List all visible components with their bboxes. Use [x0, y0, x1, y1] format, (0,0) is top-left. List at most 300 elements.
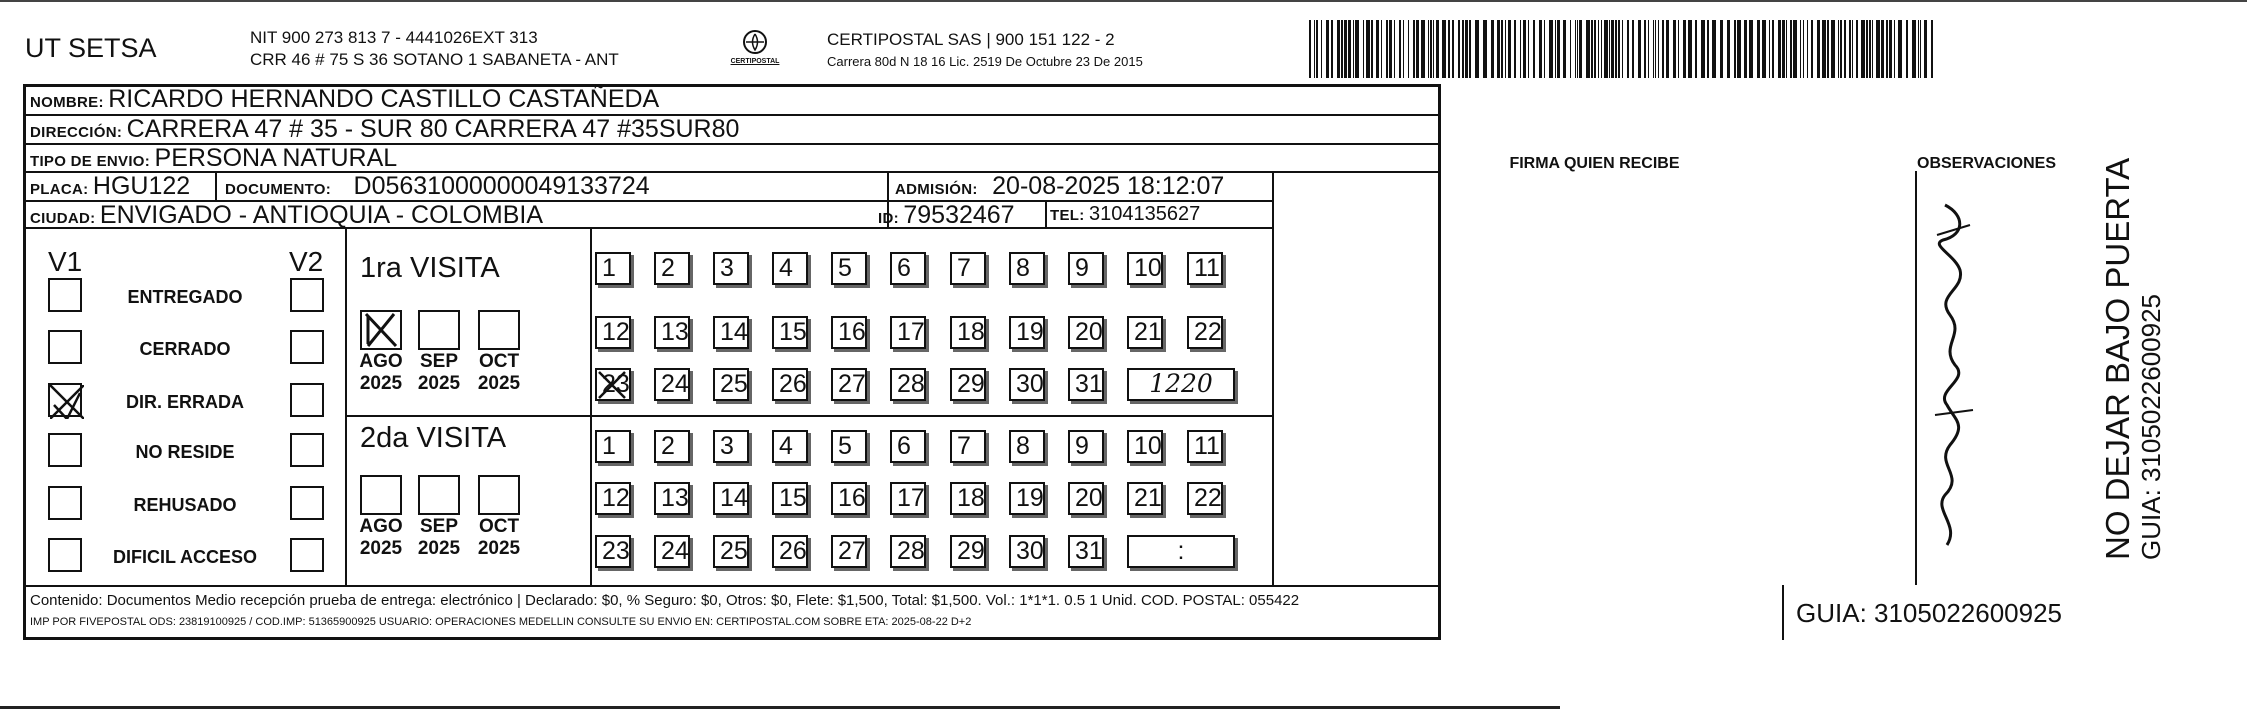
second-visit-day-box[interactable] [1187, 482, 1223, 515]
barcode-bar [1314, 20, 1315, 78]
v1-checkbox[interactable] [48, 433, 82, 467]
barcode-bar [1539, 20, 1542, 78]
barcode-bar [1594, 20, 1596, 78]
first-visit-day-box[interactable] [772, 368, 808, 401]
barcode-bar [1662, 20, 1664, 78]
v2-checkbox[interactable] [290, 278, 324, 312]
barcode-bar [1331, 20, 1333, 78]
certipostal-line2: Carrera 80d N 18 16 Lic. 2519 De Octubre 23 De 2015 [827, 54, 1143, 69]
first-visit-day-box[interactable] [831, 252, 867, 285]
day-number: 3 [720, 254, 734, 282]
first-visit-day-box[interactable] [1009, 368, 1045, 401]
month-name: OCT [478, 351, 520, 372]
documento-cell [225, 172, 650, 201]
second-visit-time-value: : [1177, 537, 1185, 565]
ciudad-label: CIUDAD: [30, 210, 96, 227]
barcode-bar [1648, 20, 1649, 78]
barcode-bar [1838, 20, 1839, 78]
second-visit-day-box[interactable] [890, 535, 926, 568]
first-visit-month-checkbox[interactable] [360, 310, 402, 350]
first-visit-month-label [469, 351, 529, 395]
barcode-bar [1348, 20, 1351, 78]
day-number: 14 [720, 484, 748, 512]
barcode-bar [1727, 20, 1730, 78]
barcode-bar [1508, 20, 1511, 78]
side-warning [2100, 120, 2166, 560]
barcode-bar [1678, 20, 1679, 78]
placa-value: HGU122 [92, 172, 191, 200]
day-number: 29 [957, 537, 985, 565]
first-visit-day-box[interactable] [713, 368, 749, 401]
direccion-row [30, 115, 739, 144]
barcode-bar [1353, 20, 1354, 78]
id-cell [878, 201, 1015, 230]
barcode-bar [1321, 20, 1322, 78]
day-number: 23 [602, 370, 630, 398]
barcode-bar [1790, 20, 1792, 78]
address-line: CRR 46 # 75 S 36 SOTANO 1 SABANETA - ANT [250, 50, 619, 69]
admision-cell [895, 172, 1224, 201]
barcode-bar [1528, 20, 1529, 78]
barcode-bar [1523, 20, 1526, 78]
day-number: 27 [838, 370, 866, 398]
second-visit-day-box[interactable] [1068, 482, 1104, 515]
day-number: 27 [838, 537, 866, 565]
documento-value: D05631000000049133724 [353, 172, 650, 200]
v2-checkbox[interactable] [290, 383, 324, 417]
first-visit-month-label [409, 351, 469, 395]
day-number: 19 [1016, 318, 1044, 346]
v2-checkbox[interactable] [290, 433, 324, 467]
first-visit-day-box[interactable] [1009, 252, 1045, 285]
barcode-bar [1734, 20, 1736, 78]
day-number: 21 [1134, 484, 1162, 512]
second-visit-day-box[interactable] [713, 482, 749, 515]
barcode-bar [1337, 20, 1340, 78]
second-visit-day-box[interactable] [1009, 535, 1045, 568]
first-visit-day-box[interactable] [772, 252, 808, 285]
barcode-bar [1448, 20, 1450, 78]
second-visit-day-box[interactable] [654, 482, 690, 515]
second-visit-day-box[interactable] [831, 482, 867, 515]
day-number: 26 [779, 370, 807, 398]
barcode-bar [1403, 20, 1404, 78]
firma-header: FIRMA QUIEN RECIBE [1509, 155, 1680, 172]
day-number: 13 [661, 318, 689, 346]
barcode-bar [1655, 20, 1656, 78]
barcode-bar [1861, 20, 1865, 78]
barcode-bar [1918, 20, 1919, 78]
barcode-bar [1341, 20, 1343, 78]
day-check-mark [595, 368, 631, 401]
barcode-bar [1786, 20, 1787, 78]
first-visit-day-box[interactable] [654, 316, 690, 349]
id-value: 79532467 [903, 201, 1015, 229]
barcode-bar [1615, 20, 1617, 78]
first-visit-title: 1ra VISITA [360, 252, 500, 284]
second-visit-day-box[interactable] [595, 482, 631, 515]
first-visit-day-box[interactable] [595, 316, 631, 349]
barcode-bar [1683, 20, 1686, 78]
barcode-bar [1575, 20, 1576, 78]
month-year: 2025 [359, 373, 403, 394]
v1-checkbox[interactable] [48, 383, 82, 417]
barcode-bar [1644, 20, 1646, 78]
observaciones-signature [1925, 195, 1985, 565]
second-visit-day-box[interactable] [890, 430, 926, 463]
logo-text: CERTIPOSTAL [730, 58, 780, 65]
barcode-bar [1638, 20, 1641, 78]
barcode-bar [1872, 20, 1873, 78]
barcode-bar [1428, 20, 1429, 78]
barcode-bar [1611, 20, 1614, 78]
barcode-bar [1452, 20, 1454, 78]
day-number: 11 [1194, 432, 1220, 460]
footer-guia: GUIA: 3105022600925 [1796, 598, 2062, 628]
second-visit-day-box[interactable] [595, 535, 631, 568]
tel-value: 3104135627 [1088, 203, 1201, 225]
day-number: 13 [661, 484, 689, 512]
day-number: 2 [661, 254, 675, 282]
barcode-bar [1586, 20, 1590, 78]
day-number: 30 [1016, 370, 1044, 398]
second-visit-day-box[interactable] [772, 430, 808, 463]
day-number: 26 [779, 537, 807, 565]
v2-checkbox[interactable] [290, 486, 324, 520]
first-visit-day-box[interactable] [1127, 252, 1163, 285]
month-year: 2025 [417, 538, 461, 559]
v1-label: V1 [48, 246, 83, 277]
month-year: 2025 [477, 373, 521, 394]
month-name: OCT [478, 516, 520, 537]
barcode-bar [1931, 20, 1933, 78]
second-visit-day-box[interactable] [772, 535, 808, 568]
barcode-bar [1869, 20, 1871, 78]
barcode-bar [1712, 20, 1716, 78]
day-number: 14 [720, 318, 748, 346]
barcode-bar [1886, 20, 1888, 78]
barcode-bar [1344, 20, 1347, 78]
barcode-bar [1433, 20, 1434, 78]
barcode-bar [1483, 20, 1487, 78]
barcode-bar [1475, 20, 1479, 78]
day-number: 15 [779, 484, 807, 512]
barcode-bar [1744, 20, 1747, 78]
second-visit-month-label [409, 516, 469, 560]
footer-line1: Contenido: Documentos Medio recepción prueba de entrega: electrónico | Declarado: $0, % Seguro: $0, Otros: $0, Flete: $1,500, Total: $1,500. Vol.: 1*1*1. 0.5 1 Unid. COD. POSTAL: 055422 [30, 592, 1300, 609]
second-visit-day-box[interactable] [1127, 430, 1163, 463]
barcode-bar [1579, 20, 1582, 78]
first-visit-month-label [351, 351, 411, 395]
barcode-bar [1849, 20, 1851, 78]
day-number: 3 [720, 432, 734, 460]
first-visit-day-box[interactable] [950, 316, 986, 349]
barcode-bar [1458, 20, 1460, 78]
first-visit-time-value: 1220 [1149, 369, 1213, 398]
side-title: NO DEJAR BAJO PUERTA [2099, 157, 2136, 560]
second-visit-day-box[interactable] [1187, 430, 1223, 463]
v1-checkbox[interactable] [48, 278, 82, 312]
second-visit-day-box[interactable] [654, 430, 690, 463]
barcode-bar [1376, 20, 1379, 78]
first-visit-day-box[interactable] [1068, 252, 1104, 285]
month-year: 2025 [417, 373, 461, 394]
day-number: 20 [1075, 318, 1103, 346]
second-visit-month-checkbox[interactable] [478, 475, 520, 515]
barcode-bar [1549, 20, 1553, 78]
barcode-bar [1505, 20, 1506, 78]
company-name: UT SETSA [25, 33, 157, 63]
v1-checkbox[interactable] [48, 330, 82, 364]
barcode-bar [1782, 20, 1785, 78]
first-visit-day-box[interactable] [890, 252, 926, 285]
day-number: 25 [720, 370, 748, 398]
second-visit-month-label [469, 516, 529, 560]
barcode-bar [1817, 20, 1820, 78]
barcode-bar [1793, 20, 1797, 78]
barcode-bar [1658, 20, 1659, 78]
tel-label: TEL: [1050, 207, 1085, 224]
status-label: DIR. ERRADA [125, 392, 244, 412]
first-visit-day-box[interactable] [831, 368, 867, 401]
tipo-value: PERSONA NATURAL [154, 144, 398, 172]
barcode-bar [1389, 20, 1392, 78]
day-number: 4 [779, 432, 793, 460]
second-visit-day-box[interactable] [713, 535, 749, 568]
day-number: 11 [1194, 254, 1220, 282]
second-visit-day-box[interactable] [1009, 482, 1045, 515]
first-visit-day-box[interactable] [1187, 316, 1223, 349]
second-visit-day-box[interactable] [950, 430, 986, 463]
barcode-bar [1695, 20, 1697, 78]
day-number: 8 [1016, 254, 1030, 282]
barcode-bar [1394, 20, 1395, 78]
barcode-bar [1533, 20, 1535, 78]
barcode-bar [1688, 20, 1692, 78]
admision-label: ADMISIÓN: [895, 181, 978, 198]
barcode-bar [1762, 20, 1766, 78]
second-visit-day-box[interactable] [772, 482, 808, 515]
barcode-bar [1544, 20, 1545, 78]
barcode-bar [1757, 20, 1760, 78]
day-number: 8 [1016, 432, 1030, 460]
first-visit-day-box[interactable] [1127, 316, 1163, 349]
barcode-bar [1772, 20, 1774, 78]
barcode-bar [1462, 20, 1464, 78]
day-number: 18 [957, 318, 985, 346]
placa-cell [30, 172, 190, 201]
barcode-bar [1416, 20, 1419, 78]
side-guia: GUIA: 3105022600925 [2136, 294, 2166, 560]
barcode-bar [1622, 20, 1623, 78]
barcode-bar [1309, 20, 1311, 78]
barcode-bar [1778, 20, 1781, 78]
first-visit-day-box[interactable] [595, 368, 631, 401]
month-year: 2025 [477, 538, 521, 559]
first-visit-month-checkbox[interactable] [418, 310, 460, 350]
barcode-bar [1822, 20, 1826, 78]
first-visit-day-box[interactable] [1068, 316, 1104, 349]
day-number: 31 [1075, 370, 1103, 398]
second-visit-month-checkbox[interactable] [418, 475, 460, 515]
certipostal-line1: CERTIPOSTAL SAS | 900 151 122 - 2 [827, 30, 1115, 49]
first-visit-day-box[interactable] [1009, 316, 1045, 349]
month-name: SEP [419, 351, 459, 372]
barcode-bar [1326, 20, 1329, 78]
ciudad-value: ENVIGADO - ANTIOQUIA - COLOMBIA [99, 201, 544, 229]
day-number: 18 [957, 484, 985, 512]
second-visit-month-checkbox[interactable] [360, 475, 402, 515]
status-label: CERRADO [139, 339, 231, 359]
first-visit-day-box[interactable] [772, 316, 808, 349]
day-number: 17 [897, 318, 925, 346]
day-number: 4 [779, 254, 793, 282]
barcode-bar [1803, 20, 1804, 78]
barcode-bar [1591, 20, 1593, 78]
first-visit-day-box[interactable] [950, 368, 986, 401]
nit-line: NIT 900 273 813 7 - 4441026EXT 313 [250, 28, 538, 47]
nombre-value: RICARDO HERNANDO CASTILLO CASTAÑEDA [108, 85, 660, 113]
nombre-row [30, 85, 659, 114]
barcode-bar [1737, 20, 1741, 78]
first-visit-day-box[interactable] [1068, 368, 1104, 401]
day-number: 1 [602, 432, 616, 460]
barcode-bar [1924, 20, 1927, 78]
barcode-bar [1555, 20, 1556, 78]
barcode-bar [1381, 20, 1382, 78]
first-visit-time-box[interactable] [1127, 368, 1235, 401]
barcode-bar [1609, 20, 1610, 78]
direccion-label: DIRECCIÓN: [30, 124, 123, 141]
first-visit-day-box[interactable] [654, 368, 690, 401]
day-number: 20 [1075, 484, 1103, 512]
barcode-bar [1906, 20, 1908, 78]
day-number: 25 [720, 537, 748, 565]
first-visit-day-box[interactable] [890, 368, 926, 401]
month-name: AGO [359, 351, 403, 372]
barcode-bar [1366, 20, 1370, 78]
placa-label: PLACA: [30, 181, 89, 198]
barcode-bar [1720, 20, 1723, 78]
second-visit-day-box[interactable] [831, 430, 867, 463]
month-name: SEP [419, 516, 459, 537]
footer-line2: IMP POR FIVEPOSTAL ODS: 23819100925 / COD.IMP: 51365900925 USUARIO: OPERACIONES MEDELLIN CONSULTE SU ENVIO EN: CERTIPOSTAL.COM SOBRE ETA: 2025-08-22 D+2 [30, 616, 972, 628]
barcode-bar [1465, 20, 1468, 78]
second-visit-day-box[interactable] [831, 535, 867, 568]
day-number: 7 [957, 254, 971, 282]
first-visit-month-checkbox[interactable] [478, 310, 520, 350]
barcode-bar [1800, 20, 1801, 78]
day-number: 29 [957, 370, 985, 398]
barcode-bar [1514, 20, 1516, 78]
tipo-row [30, 144, 397, 173]
second-visit-day-box[interactable] [713, 430, 749, 463]
barcode-bar [1598, 20, 1599, 78]
first-visit-day-box[interactable] [654, 252, 690, 285]
nombre-label: NOMBRE: [30, 94, 104, 111]
documento-label: DOCUMENTO: [225, 181, 332, 198]
barcode-bar [1707, 20, 1709, 78]
day-number: 9 [1075, 254, 1089, 282]
barcode-bar [1316, 20, 1318, 78]
tel-cell [1050, 203, 1200, 226]
day-number: 22 [1194, 318, 1222, 346]
second-visit-day-box[interactable] [654, 535, 690, 568]
first-visit-day-box[interactable] [831, 316, 867, 349]
month-name: AGO [359, 516, 403, 537]
barcode-bar [1442, 20, 1446, 78]
first-visit-day-box[interactable] [595, 252, 631, 285]
barcode-bar [1430, 20, 1432, 78]
first-visit-day-box[interactable] [890, 316, 926, 349]
barcode-bar [1701, 20, 1705, 78]
second-visit-time-box[interactable] [1127, 535, 1235, 568]
day-number: 5 [838, 432, 852, 460]
second-visit-day-box[interactable] [1068, 535, 1104, 568]
barcode-bar [1920, 20, 1921, 78]
barcode-bar [1866, 20, 1868, 78]
day-number: 2 [661, 432, 675, 460]
barcode-bar [1769, 20, 1770, 78]
id-label: ID: [878, 210, 899, 227]
first-visit-day-box[interactable] [713, 316, 749, 349]
barcode-bar [1852, 20, 1853, 78]
v2-checkbox[interactable] [290, 330, 324, 364]
barcode-bar [1827, 20, 1829, 78]
barcode-bar [1501, 20, 1503, 78]
day-number: 30 [1016, 537, 1044, 565]
second-visit-day-box[interactable] [595, 430, 631, 463]
first-visit-day-box[interactable] [713, 252, 749, 285]
v2-checkbox[interactable] [290, 538, 324, 572]
day-number: 5 [838, 254, 852, 282]
second-visit-day-box[interactable] [1068, 430, 1104, 463]
day-number: 12 [602, 318, 630, 346]
day-number: 6 [897, 432, 911, 460]
barcode-bar [1627, 20, 1629, 78]
day-number: 28 [897, 537, 925, 565]
barcode-bar [1840, 20, 1842, 78]
day-number: 21 [1134, 318, 1162, 346]
status-label: NO RESIDE [135, 442, 235, 462]
barcode-bar [1399, 20, 1401, 78]
barcode-bar [1363, 20, 1364, 78]
barcode-bar [1436, 20, 1439, 78]
second-visit-day-box[interactable] [950, 535, 986, 568]
first-visit-day-box[interactable] [1187, 252, 1223, 285]
second-visit-day-box[interactable] [1009, 430, 1045, 463]
day-number: 16 [838, 484, 866, 512]
day-number: 19 [1016, 484, 1044, 512]
day-number: 24 [661, 537, 689, 565]
v1-checkbox[interactable] [48, 486, 82, 520]
day-number: 24 [661, 370, 689, 398]
barcode-bar [1604, 20, 1608, 78]
second-visit-day-box[interactable] [1127, 482, 1163, 515]
status-label: REHUSADO [133, 495, 237, 515]
first-visit-day-box[interactable] [950, 252, 986, 285]
second-visit-day-box[interactable] [950, 482, 986, 515]
barcode-bar [1673, 20, 1676, 78]
admision-value: 20-08-2025 18:12:07 [992, 172, 1225, 200]
v1-checkbox[interactable] [48, 538, 82, 572]
barcode-bar [1856, 20, 1858, 78]
barcode-bar [1912, 20, 1916, 78]
barcode-bar [1881, 20, 1884, 78]
day-number: 15 [779, 318, 807, 346]
barcode-bar [1601, 20, 1602, 78]
second-visit-day-box[interactable] [890, 482, 926, 515]
